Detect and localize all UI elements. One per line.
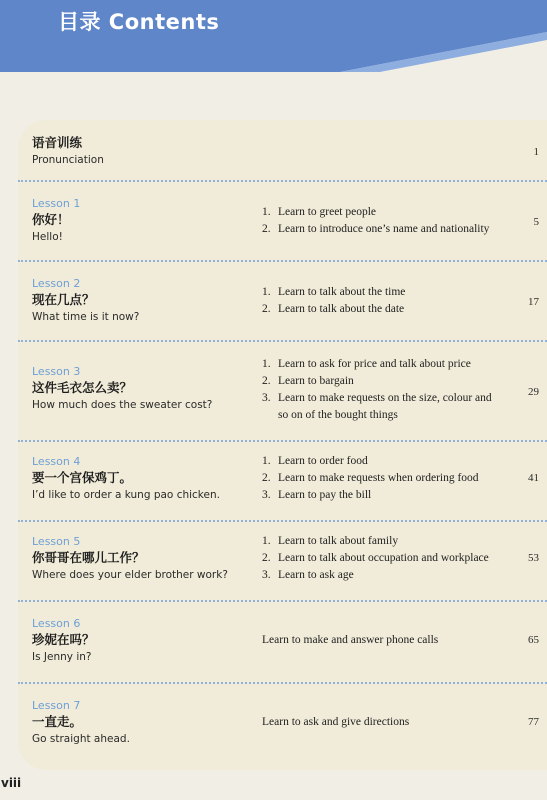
chinese-title: 你好！ [32, 212, 70, 227]
page-number[interactable]: 17 [528, 296, 539, 308]
chinese-title: 一直走。 [32, 714, 83, 729]
learning-goals [262, 714, 524, 731]
row-titles [32, 196, 80, 246]
page-number[interactable]: 29 [528, 386, 539, 398]
page-number[interactable]: 53 [528, 552, 539, 564]
chinese-title: 你哥哥在哪儿工作？ [32, 550, 145, 565]
row-titles [32, 134, 104, 169]
goal-item: Learn to make and answer phone calls [262, 634, 439, 646]
lesson-label: Lesson 6 [32, 617, 81, 630]
lesson-label: Lesson 5 [32, 535, 81, 548]
page-title: 目录 Contents [58, 10, 220, 34]
lesson-label: Lesson 3 [32, 365, 81, 378]
chinese-title: 现在几点？ [32, 292, 95, 307]
row-titles [32, 534, 228, 584]
goal-item: 2. Learn to talk about the date [262, 303, 405, 315]
english-title: Hello! [32, 231, 63, 243]
english-title: Go straight ahead. [32, 733, 130, 745]
goal-item: 3. Learn to pay the bill [262, 489, 372, 501]
goal-item: 1. Learn to greet people [262, 206, 377, 218]
english-title: Where does your elder brother work? [32, 569, 228, 581]
learning-goals [262, 356, 524, 424]
row-titles [32, 454, 220, 504]
page-number[interactable]: 65 [528, 634, 539, 646]
row-titles [32, 698, 130, 748]
header-band [0, 0, 547, 72]
chinese-title: 语音训练 [32, 135, 83, 150]
row-titles [32, 276, 139, 326]
chinese-title: 这件毛衣怎么卖？ [32, 380, 133, 395]
goal-item: 1. Learn to talk about family [262, 535, 399, 547]
goal-item: Learn to ask and give directions [262, 716, 410, 728]
page-number[interactable]: 1 [533, 146, 539, 158]
learning-goals [262, 453, 524, 504]
page-number[interactable]: 41 [528, 472, 539, 484]
goal-item: 2. Learn to introduce one’s name and nationality [262, 223, 490, 235]
toc-row[interactable] [18, 120, 547, 182]
english-title: Pronunciation [32, 154, 104, 166]
page-folio: viii [1, 776, 22, 790]
goal-item: 2. Learn to talk about occupation and workplace [262, 552, 489, 564]
lesson-label: Lesson 1 [32, 197, 81, 210]
goal-item: so on of the bought things [278, 409, 398, 421]
toc-row[interactable] [18, 442, 547, 522]
english-title: What time is it now? [32, 311, 140, 323]
goal-item: 1. Learn to order food [262, 455, 368, 467]
learning-goals [262, 632, 524, 649]
row-titles [32, 364, 212, 414]
toc-row[interactable] [18, 342, 547, 442]
learning-goals [262, 533, 524, 584]
toc-row[interactable] [18, 262, 547, 342]
goal-item: 3. Learn to ask age [262, 569, 354, 581]
page-number[interactable]: 5 [533, 216, 539, 228]
learning-goals [262, 284, 524, 318]
chinese-title: 要一个宫保鸡丁。 [32, 470, 133, 485]
contents-table [18, 120, 547, 770]
lesson-label: Lesson 4 [32, 455, 81, 468]
row-titles [32, 616, 95, 666]
goal-item: 1. Learn to ask for price and talk about price [262, 358, 471, 370]
toc-row[interactable] [18, 182, 547, 262]
toc-row[interactable] [18, 522, 547, 602]
page-number[interactable]: 77 [528, 716, 539, 728]
goal-item: 1. Learn to talk about the time [262, 286, 406, 298]
lesson-label: Lesson 7 [32, 699, 81, 712]
chinese-title: 珍妮在吗？ [32, 632, 95, 647]
lesson-label: Lesson 2 [32, 277, 81, 290]
goal-item: 2. Learn to bargain [262, 375, 354, 387]
english-title: How much does the sweater cost? [32, 399, 213, 411]
english-title: Is Jenny in? [32, 651, 92, 663]
goal-item: 3. Learn to make requests on the size, colour and [262, 392, 492, 404]
toc-row[interactable] [18, 684, 547, 770]
toc-row[interactable] [18, 602, 547, 684]
learning-goals [262, 204, 524, 238]
goal-item: 2. Learn to make requests when ordering food [262, 472, 479, 484]
english-title: I’d like to order a kung pao chicken. [32, 489, 220, 501]
